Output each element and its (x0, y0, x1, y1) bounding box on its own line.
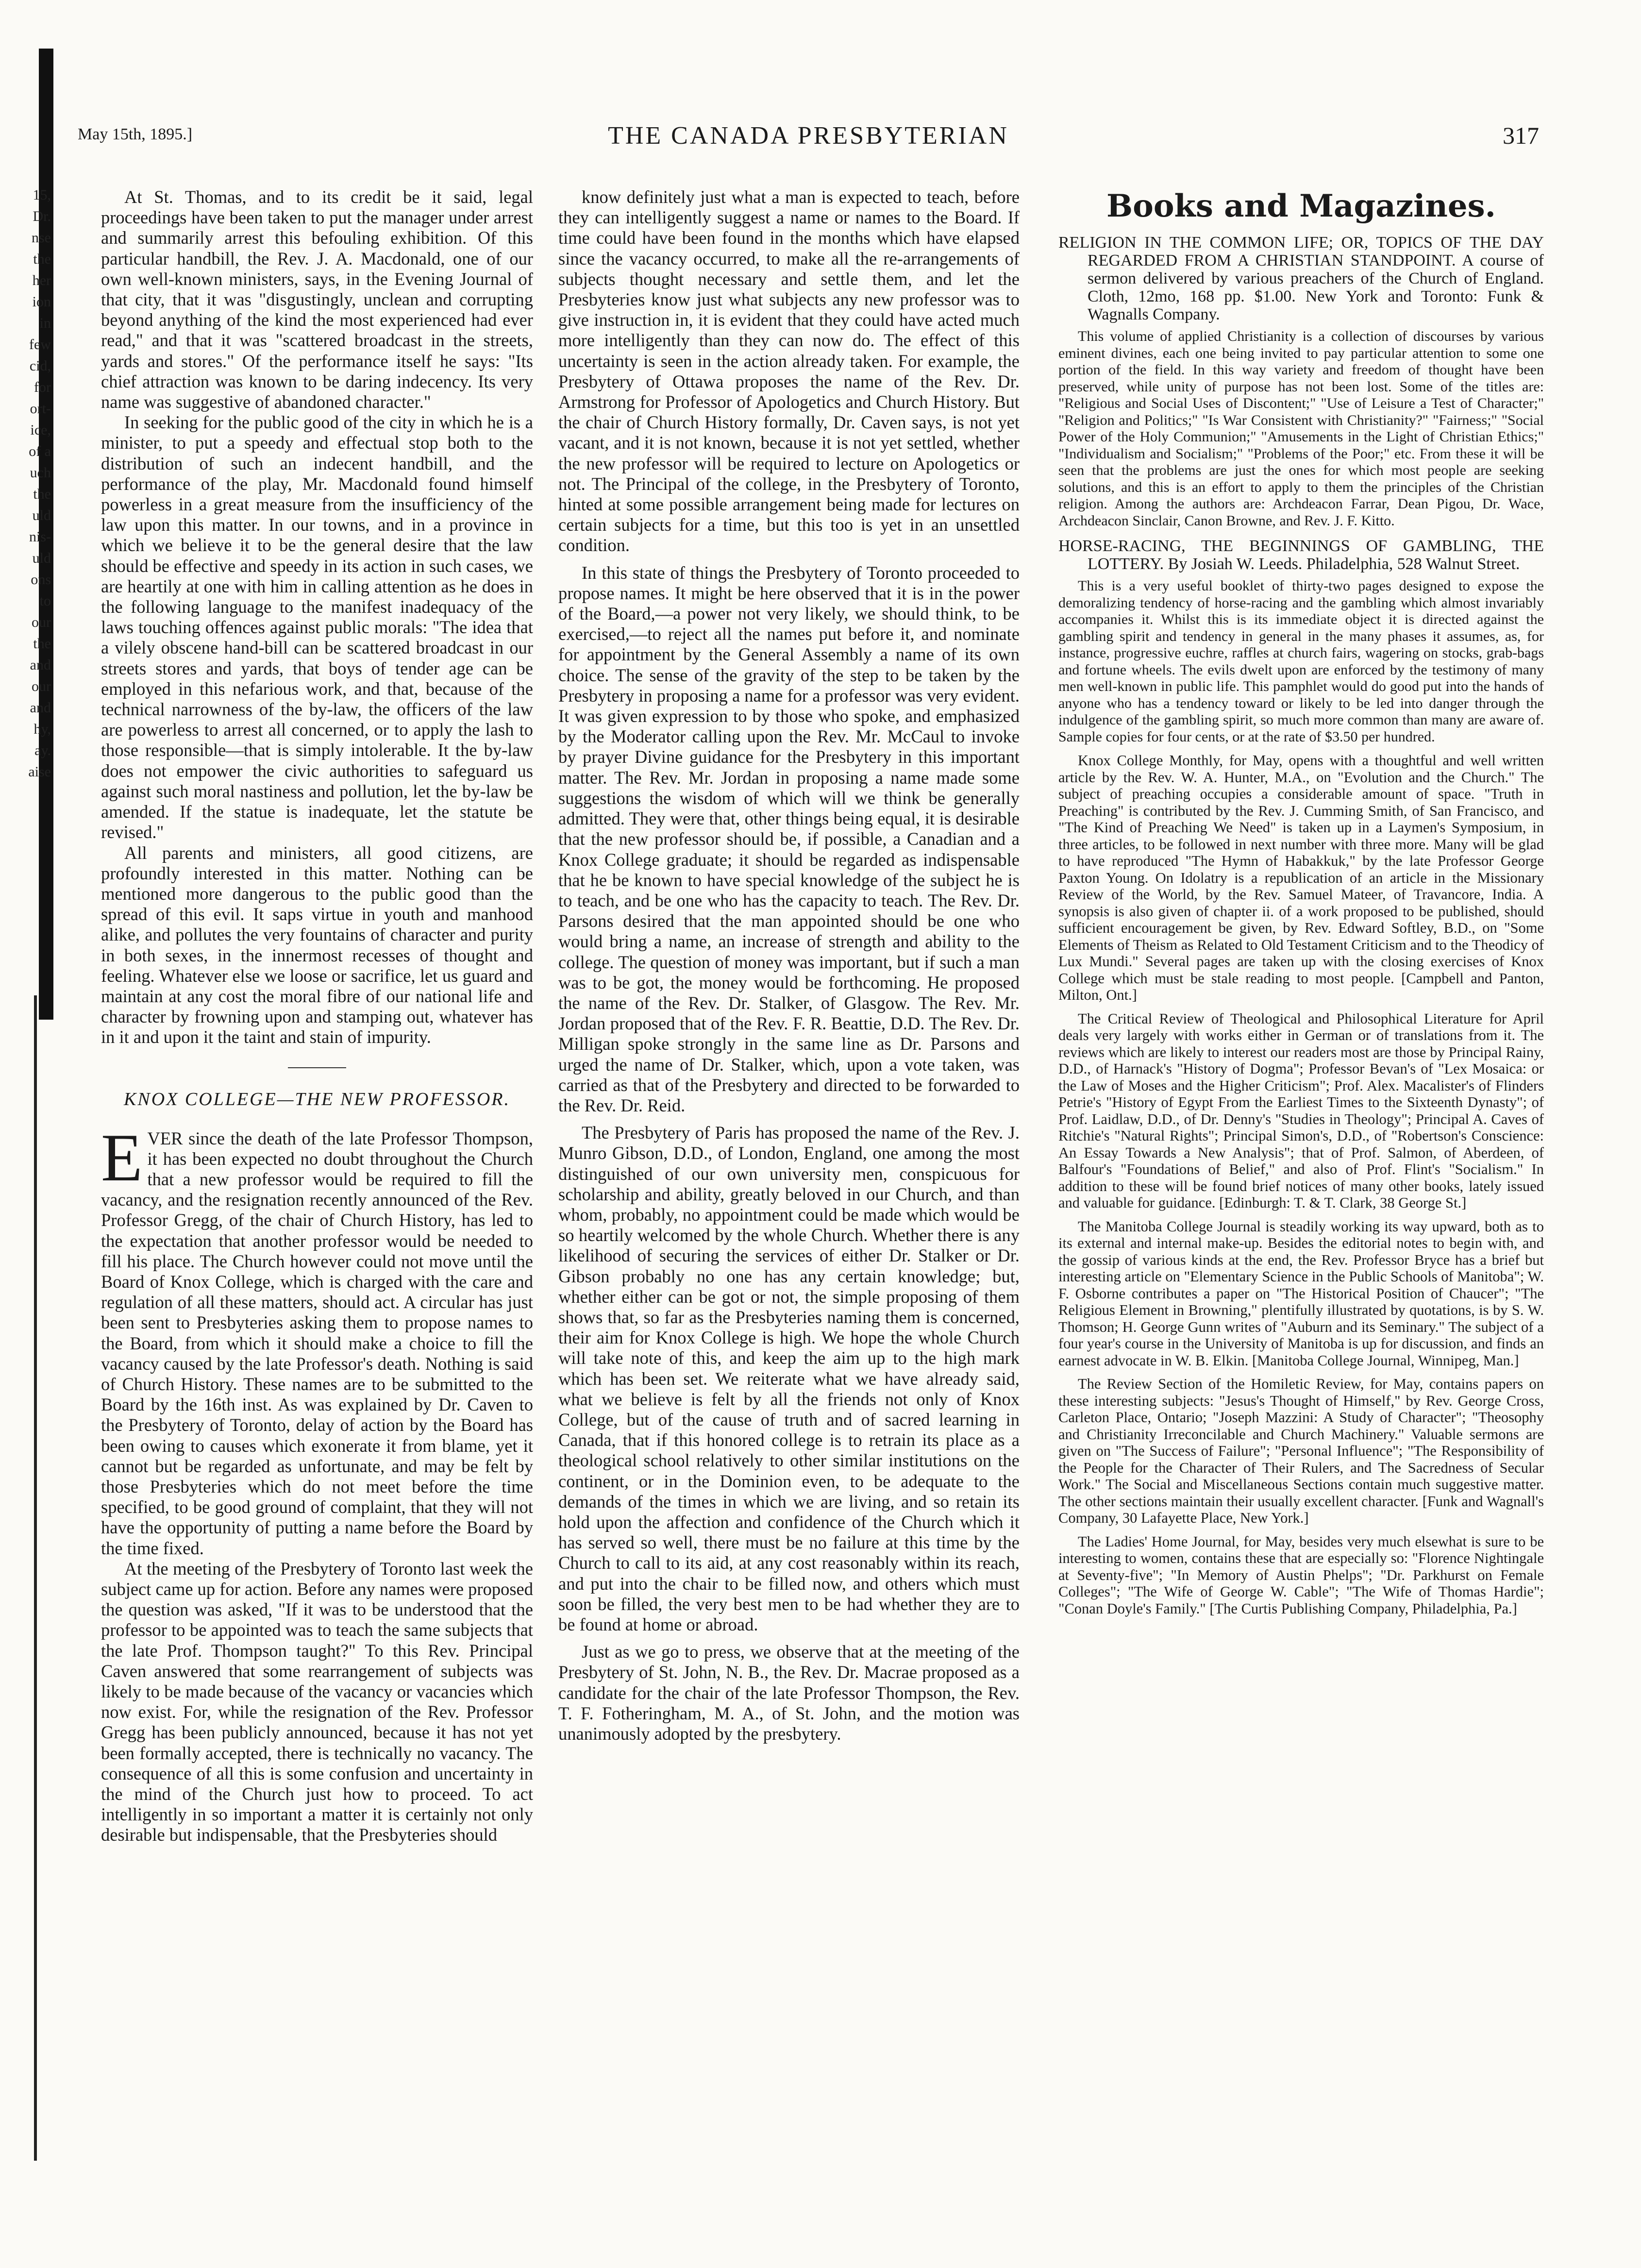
article-paragraph: At the meeting of the Presbytery of Toronto last week the subject came up for action. Before any names were proposed the question was asked, "If it was to be understood that the professor to be appointed was to teach the same subjects that the late Prof. Thompson taught?" To this Rev. Principal Caven answered that some rearrangement of subjects was likely to be made because of the vacancy or vacancies which now exist. For, while the resignation of the Rev. Professor Gregg has been publicly announced, because it has not yet been formally accepted, there is technically no vacancy. The consequence of all this is some confusion and uncertainty in the mind of the Church just how to proceed. To act intelligently in so important a matter it is certainly not only desirable but indispensable, that the Presbyteries should (101, 1558, 533, 1845)
edge-fragment: our (32, 678, 51, 694)
edge-fragment: the (33, 486, 51, 502)
edge-fragment: of a (29, 443, 51, 459)
review-body: This volume of applied Christianity is a collection of discourses by various eminent divines, each one being invited to pay particular attention to some one portion of the field. In this way variety and freedom of thought have been preserved, while unity of purpose has not been lost. Some of the titles are: "Religious and Social Uses of Discontent;" "Use of Leisure a Test of Character;" "Religion and Politics;" "Is War Consistent with Christianity?" "Fairness;" "Social Power of the Holy Communion;" "Amusements in the Light of Christian Ethics;" "Individualism and Socialism;" "Problems of the Poor;" etc. From these it will be seen that the problems are just the ones for which most people are seeking solutions, and this is an effort to apply to them the principles of the Christian religion. Among the authors are: Archdeacon Farrar, Dean Pigou, Dr. Wace, Archdeacon Sinclair, Canon Browne, and Rev. J. F. Kitto. (1058, 328, 1544, 529)
edge-fragment: the (33, 636, 51, 652)
facing-page-edge-text (0, 185, 51, 783)
edge-fragment: and (30, 657, 51, 673)
edge-fragment: hy, (33, 721, 51, 737)
column-middle (558, 187, 1020, 1744)
page-binding-edge (34, 995, 37, 2161)
edge-fragment: nse (32, 230, 51, 246)
magazine-note: Knox College Monthly, for May, opens with a thoughtful and well written article by the Rev. W. A. Hunter, M.A., on "Evolution and the Church." The subject of preaching occupies a considerable amount of space. "Truth in Preaching" is contributed by the Rev. J. Cumming Smith, of San Francisco, and "The Kind of Preaching We Need" is taken up in a Laymen's Symposium, in three articles, to be followed in next number with three more. Many will be glad to have reproduced "The Hymn of Habakkuk," by the late Professor George Paxton Young. On Idolatry is a republication of an article in the Missionary Review of the World, by the Rev. Samuel Mateer, of Travancore, India. A synopsis is also given of chapter ii. of a work proposed to be published, should sufficient encouragement be given, by Rev. Edward Softley, B.D., on "Some Elements of Theism as Related to Old Testament Criticism and to the Theodicy of Lux Mundi." Several pages are taken up with the closing exercises of Knox College which must be stale reading to most people. [Campbell and Panton, Milton, Ont.] (1058, 752, 1544, 1003)
article-paragraph: In seeking for the public good of the city in which he is a minister, to put a speedy and effectual stop both to the distribution of such an indecent handbill, and the performance of the play, Mr. Macdonald found himself powerless in a great measure from the insufficiency of the law upon this matter. In our towns, and in a province in which we believe it to be the general desire that the law should be effective and speedy in its action in such cases, we are heartily at one with him in calling attention as he does in the following language to the manifest inadequacy of the laws touching offences against public morals: "The idea that a vilely obscene hand-bill can be scattered broadcast in our streets stores and yards, that boys of tender age can be employed in this nefarious work, and that, because of the technical narrowness of the by-law, the officers of the law are powerless to arrest all concerned, or to apply the lash to those responsible—that is simply intolerable. It the by-law does not empower the civic authorities to safeguard us against such moral nastiness and pollution, let the by-law be amended. If the statue is inadequate, let the statute be revised." (101, 412, 533, 842)
drop-cap: E (101, 1120, 143, 1195)
article-paragraph: In this state of things the Presbytery of Toronto proceeded to propose names. It might be here observed that it is in the power of the Board,—a power not very likely, we should think, to be exercised,—to reject all the names put before it, and nominate for appointment by the General Assembly a name of its own choice. The sense of the gravity of the step to be taken by the Presbytery in proposing a name for a professor was very evident. It was given expression to by those who spoke, and emphasized by the Moderator calling upon the Rev. Mr. McCaul to invoke by prayer Divine guidance for the Presbytery in this important matter. The Rev. Mr. Jordan in proposing a name made some suggestions the wisdom of which will we think be generally admitted. They were that, other things being equal, it is desirable that the new professor should be, if possible, a Canadian and a Knox College graduate; it should be regarded as indispensable that he be known to have special knowledge of the subject he is to teach, and be one who has the capacity to teach. The Rev. Dr. Parsons desired that the man appointed should be one who would bring a name, an increase of strength and ability to the college. The question of money was important, but if such a man was to be got, the money would be forthcoming. He proposed the name of the Rev. Dr. Stalker, of Glasgow. The Rev. Mr. Jordan proposed that of the Rev. F. R. Beattie, D.D. The Rev. Dr. Milligan spoke strongly in the same line as Dr. Parsons and urged the name of Dr. Stalker, which, upon a vote taken, was carried as that of the Presbytery and directed to be forwarded to the Rev. Dr. Reid. (558, 562, 1020, 1115)
publication-title: THE CANADA PRESBYTERIAN (608, 122, 1009, 150)
page-number: 317 (1503, 122, 1539, 149)
page-header (78, 121, 1539, 151)
magazine-note: The Review Section of the Homiletic Review, for May, contains papers on these interesting subjects: "Jesus's Thought of Himself," by Rev. George Cross, Carleton Place, Ontario; "Joseph Mazzini: A Study of Character"; "Theosophy and Christianity Irreconcilable and Church Machinery." Valuable sermons are given on "The Success of Failure"; "Personal Influence"; "The Responsibility of the People for the Character of Their Rulers, and The Sacredness of Secular Work." The Social and Miscellaneous Sections contain much suggestive matter. The other sections maintain their usually excellent character. [Funk and Wagnall's Company, 30 Lafayette Place, New York.] (1058, 1376, 1544, 1526)
edge-fragment: nis- (29, 529, 51, 545)
section-title: KNOX COLLEGE—THE NEW PROFESSOR. (124, 1089, 510, 1109)
edge-fragment: and (30, 700, 51, 716)
edge-fragment: Dr. (33, 208, 51, 224)
edge-fragment: to (39, 593, 51, 609)
edge-fragment: ort- (30, 401, 51, 417)
article-paragraph: All parents and ministers, all good citizens, are profoundly interested in this matter. Nothing can be mentioned more dangerous to the public good than the spread of this evil. It saps virtue in youth and manhood alike, and pollutes the very fountains of character and purity in both sexes, in the innermost recesses of thought and feeling. Whatever else we loose or sacrifice, let us guard and maintain at any cost the moral fibre of our national life and character by frowning upon and stamping out, whatever has in it and upon it the taint and stain of impurity. (101, 842, 533, 1047)
article-paragraph: know definitely just what a man is expected to teach, before they can intelligently suggest a name or names to the Board. If time could have been found in the months which have elapsed since the vacancy occurred, to make all the re-arrangements of subjects thought necessary and settle them, and let the Presbyteries know just what subjects any new professor was to give instruction in, it is evident that they could have acted much more intelligently than they can now do. The effect of this uncertainty is seen in the action already taken. For example, the Presbytery of Ottawa proposes the name of the Rev. Dr. Armstrong for Professor of Apologetics and Church History. But the chair of Church History formally, Dr. Caven says, is not yet vacant, and it is not known, because it is not yet settled, whether the new professor will be required to lecture on Apologetics or not. The Principal of the college, in the Presbytery of Toronto, hinted at some possible arrangement being made for lectures on certain subjects for a time, but this too is yet in an unsettled condition. (558, 187, 1020, 555)
article-paragraph: At St. Thomas, and to its credit be it said, legal proceedings have been taken to put the manager under arrest and summarily arrest this befouling exhibition. Of this particular handbill, the Rev. J. A. Macdonald, one of our own well-known ministers, says, in the Evening Journal of that city, that it was "disgustingly, unclean and corrupting beyond anything of the kind the most experienced had ever read," and that it was "scattered broadcast in the streets, yards and stores." Of the performance itself he says: "Its chief attraction was known to be daring indecency. Its very name was suggestive of abandoned character." (101, 187, 533, 412)
magazine-note: The Manitoba College Journal is steadily working its way upward, both as to its external and internal make-up. Besides the editorial notes to begin with, and the gossip of various kinds at the end, the Rev. Professor Bryce has a brief but interesting article on "Elementary Science in the Public Schools of Manitoba"; W. F. Osborne contributes a paper on "The Historical Position of Chaucer"; "The Religious Element in Browning," plentifully illustrated by quotations, is by S. W. Thomson; H. George Gunn writes of "Auburn and its Seminary." The subject of a four year's course in the University of Manitoba is up for discussion, and finds an earnest advocate in W. B. Elkin. [Manitoba College Journal, Winnipeg, Man.] (1058, 1218, 1544, 1369)
edge-fragment: few (29, 336, 51, 353)
magazine-note: The Ladies' Home Journal, for May, besides very much elsewhat is sure to be interesting to women, contains these that are especially so: "Florence Nightingale at Seventy-five"; "In Memory of Austin Phelps"; "Dr. Parkhurst on Female Colleges"; "The Wife of George W. Cable"; "The Wife of Thomas Hardie"; "Conan Doyle's Family." [The Curtis Publishing Company, Philadelphia, Pa.] (1058, 1533, 1544, 1617)
section-divider (288, 1067, 346, 1068)
column-right (1058, 187, 1544, 1617)
edge-fragment: her (32, 272, 51, 288)
edge-fragment: cid, (29, 358, 51, 374)
article-paragraph: The Presbytery of Paris has proposed the name of the Rev. J. Munro Gibson, D.D., of London, England, one among the most distinguished of our own university men, conspicuous for scholarship and ability, greatly beloved in our Church, and than whom, probably, no appointment could be made which would be so heartily welcomed by the whole Church. Whether there is any likelihood of securing the services of either Dr. Stalker or Dr. Gibson probably no one has any certain knowledge; but, whether either can be got or not, the simple proposing of them shows that, so far as the Presbyteries naming them is concerned, their aim for Knox College is high. We hope the whole Church will take note of this, and keep the aim up to the high mark which has been set. We reiterate what we have already said, what we believe is felt by all the friends not only of Knox College, but of the cause of truth and of sacred learning in Canada, that if this honored college is to retrain its place as a theological school relatively to other similar institutions on the continent, or in the Dominion even, to be adequate to the demands of the times in which we are living, and so retain its hold upon the affection and confidence of the Church which it has served so well, there must be no failure at this time by the Church to call to its aid, at any cost reasonably within its reach, and put into the chair to be filled now, and others which must soon be filled, the very best men to be had whether they are to be found at home or abroad. (558, 1123, 1020, 1635)
review-heading: RELIGION IN THE COMMON LIFE; OR, TOPICS OF THE DAY REGARDED FROM A CHRISTIAN STANDPOINT. A course of sermon delivered by various preachers of the Church of England. Cloth, 12mo, 168 pp. $1.00. New York and Toronto: Funk & Wagnalls Company. (1058, 234, 1544, 323)
article-paragraph (101, 1120, 533, 1559)
edge-fragment: our (32, 614, 51, 630)
edge-fragment: the (33, 251, 51, 267)
edge-fragment: uld (32, 550, 51, 566)
edge-fragment: ay. (34, 742, 51, 758)
edge-fragment: for (34, 379, 51, 395)
review-heading: HORSE-RACING, THE BEGINNINGS OF GAMBLING, THE LOTTERY. By Josiah W. Leeds. Philadelphia, 528 Walnut Street. (1058, 537, 1544, 573)
header-date: May 15th, 1895.] (78, 125, 193, 143)
edge-fragment: aise (28, 764, 51, 780)
edge-fragment: ice, (30, 422, 51, 438)
edge-fragment: uch (30, 465, 51, 481)
review-body: This is a very useful booklet of thirty-two pages designed to expose the demoralizing tendency of horse-racing and the gambling which almost invariably accompanies it. Whilst this is its immediate object it is directed against the gambling spirit and tendency in general in the many phases it assumes, as, for instance, progressive euchre, raffles at church fairs, wagering on stocks, grab-bags and fortune wheels. The evils dwelt upon are enforced by the testimony of many men well-known in public life. This pamphlet would do good put into the hands of anyone who has a tendency toward or likely to be led into danger through the indulgence of the gambling spirit, so much more common than many are aware of. Sample copies for four cents, or at the rate of $3.50 per hundred. (1058, 578, 1544, 745)
article-paragraph-text: VER since the death of the late Professor Thompson, it has been expected no doubt throughout the Church that a new professor would be required to fill the vacancy, and the resignation recently announced of the Rev. Professor Gregg, of the chair of Church History, has led to the expectation that another professor would be needed to fill his place. The Church however could not move until the Board of Knox College, which is charged with the care and regulation of all these matters, should act. A circular has just been sent to Presbyteries asking them to propose names to the Board, from which it should make a choice to fill the vacancy caused by the late Professor's death. Nothing is said of Church History. These names are to be submitted to the Board by the 16th inst. As was explained by Dr. Caven to the Presbytery of Toronto, delay of action by the Board has been owing to causes which exonerate it from blame, yet it cannot but be regarded as unfortunate, and may be felt by those Presbyteries which do not meet before the time specified, to be good ground of complaint, that they will not have the opportunity of putting a name before the Board by the time fixed. (101, 1128, 533, 1558)
column-left (101, 187, 533, 1846)
edge-fragment: ion (32, 294, 51, 310)
article-paragraph: Just as we go to press, we observe that at the meeting of the Presbytery of St. John, N. B., the Rev. Dr. Macrae proposed as a candidate for the chair of the late Professor Thompson, the Rev. T. F. Fotheringham, M. A., of St. John, and the motion was unanimously adopted by the presbytery. (558, 1642, 1020, 1744)
magazine-note: The Critical Review of Theological and Philosophical Literature for April deals very largely with works either in German or of translations from it. The reviews which are likely to interest our readers most are those by Principal Rainy, D.D., of Harnack's "History of Dogma"; Professor Bevan's of "Lex Mosaica: or the Law of Moses and the Higher Criticism"; Prof. Alex. Macalister's of Flinders Petrie's "History of Egypt From the Earliest Times to the Sixteenth Dynasty"; of Prof. Laidlaw, D.D., of Dr. Denny's "Studies in Theology"; Principal A. Caves of Ritchie's "Natural Rights"; Principal Simon's, D.D., of "Robertson's Conscience: An Essay Towards a New Analysis"; that of Prof. Salmon, of Aberdeen, of Balfour's "Foundations of Belief," and also of Prof. Flint's "Socialism." In addition to these will be found brief notices of many other books, lately issued and valuable for guidance. [Edinburgh: T. & T. Clark, 38 George St.] (1058, 1010, 1544, 1211)
edge-fragment: ons (31, 571, 51, 588)
edge-fragment: 15, (33, 187, 51, 203)
books-and-magazines-heading: Books and Magazines. (1106, 188, 1496, 224)
edge-fragment: in (39, 315, 51, 331)
edge-fragment: uld (32, 507, 51, 523)
